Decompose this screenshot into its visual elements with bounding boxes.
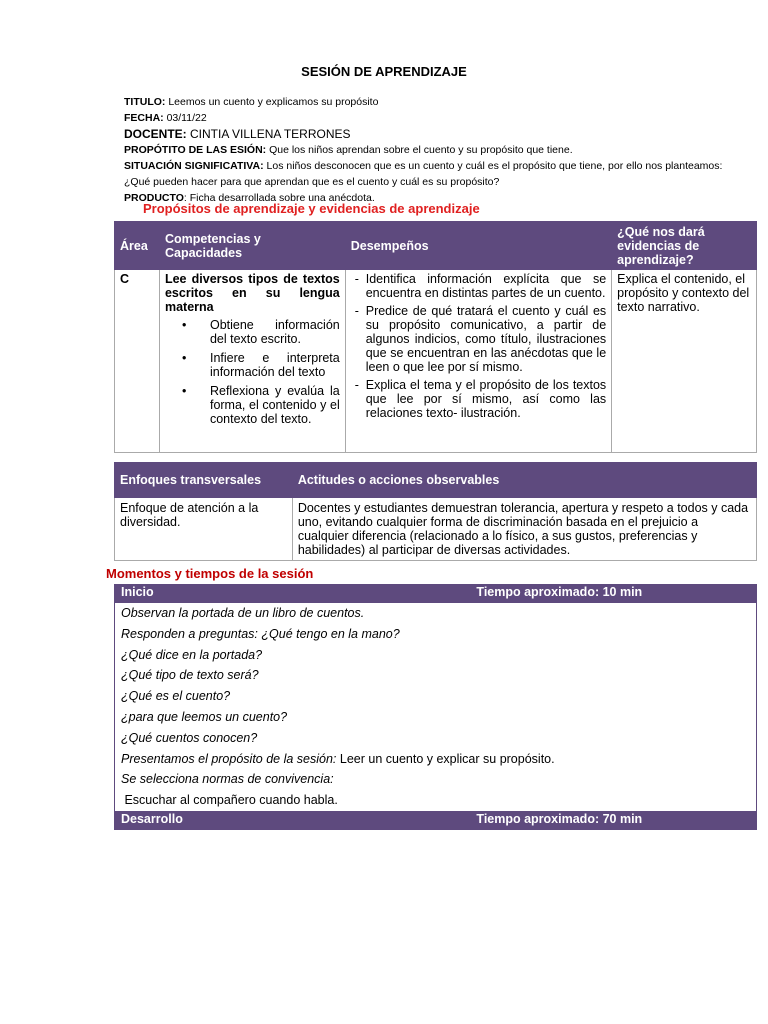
list-item: • Infiere e interpreta información del texto xyxy=(210,351,340,379)
enfoques-header-row xyxy=(115,463,757,498)
inicio-header-row xyxy=(115,585,757,603)
proposito-label: PROPÓTITO DE LAS ESIÓN: xyxy=(124,144,267,156)
page-title: SESIÓN DE APRENDIZAJE xyxy=(301,64,467,79)
header-enfoque: Enfoques transversales xyxy=(115,463,293,498)
header-evidencias: ¿Qué nos dará evidencias de aprendizaje? xyxy=(612,222,757,270)
desarrollo-tiempo: Tiempo aproximado: 70 min xyxy=(470,811,757,829)
inicio-label: Inicio xyxy=(115,585,470,603)
enfoques-row xyxy=(115,498,757,561)
inicio-line: Observan la portada de un libro de cuentos. xyxy=(121,606,365,620)
desarrollo-header-row xyxy=(115,811,757,829)
propositos-heading: Propósitos de aprendizaje y evidencias de aprendizaje xyxy=(143,201,480,216)
situacion-line xyxy=(124,158,734,174)
docente-label: DOCENTE: xyxy=(124,127,187,141)
momentos-heading: Momentos y tiempos de la sesión xyxy=(106,566,314,581)
norma-line: Escuchar al compañero cuando habla. xyxy=(121,793,338,808)
list-item: • Obtiene información del texto escrito. xyxy=(210,318,340,346)
header-desempenos: Desempeños xyxy=(345,222,611,270)
list-item: - Predice de qué tratará el cuento y cuál es su propósito comunicativo, a partir de algunos indicios, como título, ilustraciones que se encuentran en las anécdotas que le leen o que lee por sí mismo. xyxy=(366,304,606,374)
header-info xyxy=(124,94,734,206)
producto-value: : Ficha desarrollada sobre una anécdota. xyxy=(183,192,375,204)
docente-line xyxy=(124,126,734,142)
list-item: • Reflexiona y evalúa la forma, el contenido y el contexto del texto. xyxy=(210,384,340,426)
proposito-line xyxy=(124,142,734,158)
proposito-sesion-text: Leer un cuento y explicar su propósito. xyxy=(336,751,555,766)
inicio-line: ¿Qué tipo de texto será? xyxy=(121,668,259,683)
inicio-line: ¿Qué es el cuento? xyxy=(121,689,231,704)
docente-value: CINTIA VILLENA TERRONES xyxy=(186,127,351,141)
proposito-sesion-label: Presentamos el propósito de la sesión: xyxy=(121,751,337,766)
header-competencias: Competencias y Capacidades xyxy=(159,222,345,270)
titulo-line xyxy=(124,94,734,110)
proposito-value: Que los niños aprendan sobre el cuento y su propósito que tiene. xyxy=(266,144,573,156)
inicio-tiempo: Tiempo aproximado: 10 min xyxy=(470,585,757,603)
enfoques-table xyxy=(114,462,757,561)
propositos-header-row xyxy=(115,222,757,270)
fecha-line xyxy=(124,110,734,126)
list-item: - Explica el tema y el propósito de los textos que lee por sí mismo, así como las relaciones texto- ilustración. xyxy=(366,378,606,420)
situacion-value: Los niños desconocen que es un cuento y cuál es el propósito que tiene, por ello nos planteamos: xyxy=(263,160,723,172)
inicio-line: ¿Qué cuentos conocen? xyxy=(121,730,258,745)
enfoque-cell: Enfoque de atención a la diversidad. xyxy=(115,498,293,561)
desempenos-list xyxy=(351,272,606,420)
normas-line: Se selecciona normas de convivencia: xyxy=(121,772,334,787)
titulo-label: TITULO: xyxy=(124,96,166,108)
situacion-label: SITUACIÓN SIGNIFICATIVA: xyxy=(124,160,264,172)
inicio-line: Responden a preguntas: ¿Qué tengo en la mano? xyxy=(121,626,400,641)
propositos-row xyxy=(115,270,757,453)
momentos-table xyxy=(114,584,757,830)
competencias-cell xyxy=(159,270,345,453)
header-actitudes: Actitudes o acciones observables xyxy=(292,463,756,498)
inicio-line: ¿para que leemos un cuento? xyxy=(121,709,288,724)
inicio-body xyxy=(115,603,757,812)
producto-label: PRODUCTO xyxy=(124,192,184,204)
proposito-sesion-line xyxy=(121,749,750,770)
inicio-body-row xyxy=(115,603,757,812)
inicio-line: ¿Qué dice en la portada? xyxy=(121,647,263,662)
propositos-table xyxy=(114,221,757,453)
area-cell: C xyxy=(115,270,160,453)
situacion-question: ¿Qué pueden hacer para que aprendan que es el cuento y cuál es su propósito? xyxy=(124,176,500,188)
fecha-value: 03/11/22 xyxy=(163,112,207,124)
desarrollo-label: Desarrollo xyxy=(115,811,470,829)
titulo-value: Leemos un cuento y explicamos su propósito xyxy=(165,96,379,108)
list-item: - Identifica información explícita que se encuentra en distintas partes de un cuento. xyxy=(366,272,606,300)
desempenos-cell xyxy=(345,270,611,453)
fecha-label: FECHA: xyxy=(124,112,164,124)
evidencia-cell: Explica el contenido, el propósito y contexto del texto narrativo. xyxy=(612,270,757,453)
competencia-text: Lee diversos tipos de textos escritos en su lengua materna xyxy=(164,272,340,314)
header-area: Área xyxy=(115,222,160,270)
actitud-cell: Docentes y estudiantes demuestran tolerancia, apertura y respeto a todos y cada uno, evitando cualquier forma de discriminación basada en el prejuicio a cualquier diferencia (relacionado a lo físico, a sus gustos, preferencias y habilidades) al participar de diversas actividades. xyxy=(292,498,756,561)
capacidades-list xyxy=(165,318,340,426)
